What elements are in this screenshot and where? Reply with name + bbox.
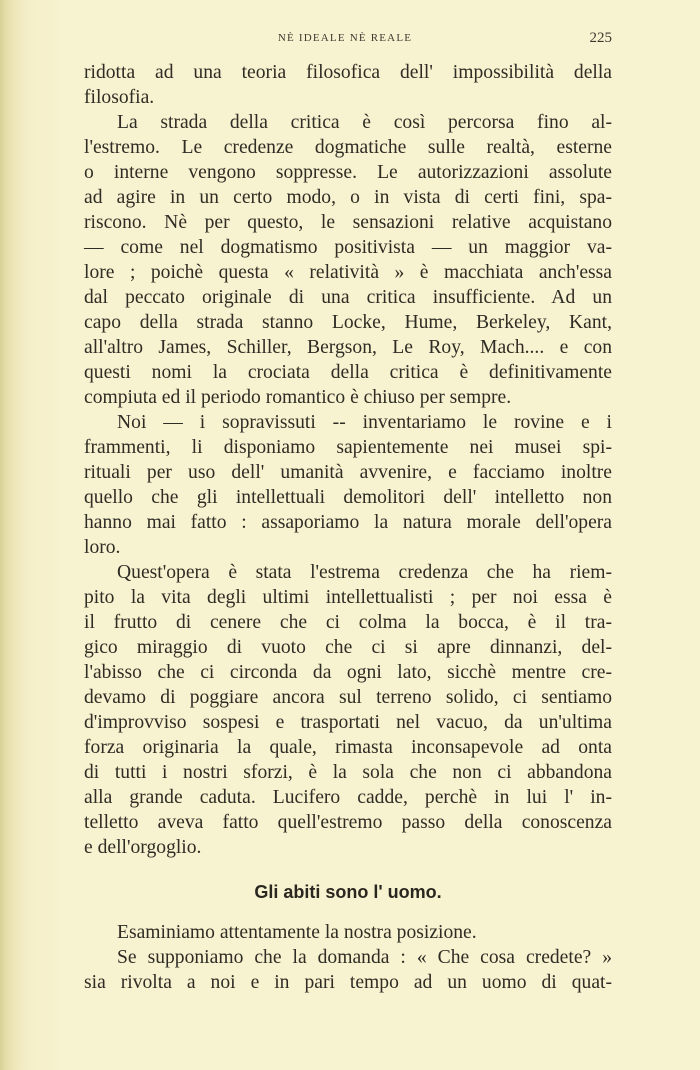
text-line: Noi — i sopravissuti -- inventariamo le rovine e i (117, 412, 612, 433)
text-line: Esaminiamo attentamente la nostra posizione. (117, 922, 477, 943)
text-line: Se supponiamo che la domanda : « Che cosa credete? » (117, 947, 612, 968)
paragraph (84, 410, 612, 560)
page-number: 225 (589, 30, 612, 46)
text-line: lore ; poichè questa « relatività » è macchiata anch'essa (84, 262, 612, 283)
text-line: ridotta ad una teoria filosofica dell' impossibilità della (84, 62, 612, 83)
text-line: forza originaria la quale, rimasta inconsapevole ad onta (84, 737, 612, 758)
paragraph (84, 920, 612, 945)
text-line: riscono. Nè per questo, le sensazioni relative acquistano (84, 212, 612, 233)
text-line: filosofia. (84, 87, 155, 108)
running-title: NÈ IDEALE NÈ REALE (277, 32, 413, 44)
text-line: questi nomi la crociata della critica è definitivamente (84, 362, 612, 383)
paragraph (84, 560, 612, 860)
text-line: ad agire in un certo modo, o in vista di certi fini, spa- (84, 187, 612, 208)
text-line: l'estremo. Le credenze dogmatiche sulle realtà, esterne (84, 137, 612, 158)
text-line: loro. (84, 537, 121, 558)
text-line: compiuta ed il periodo romantico è chiuso per sempre. (84, 387, 512, 408)
paragraph (84, 60, 612, 110)
text-line: all'altro James, Schiller, Bergson, Le Roy, Mach.... e con (84, 337, 612, 358)
text-line: capo della strada stanno Locke, Hume, Berkeley, Kant, (84, 312, 612, 333)
text-line: La strada della critica è così percorsa fino al- (117, 112, 612, 133)
text-line: telletto aveva fatto quell'estremo passo della conoscenza (84, 812, 612, 833)
text-line: — come nel dogmatismo positivista — un maggior va- (84, 237, 612, 258)
text-line: il frutto di cenere che ci colma la bocca, è il tra- (84, 612, 612, 633)
text-line: devamo di poggiare ancora sul terreno solido, ci sentiamo (84, 687, 612, 708)
text-line: rituali per uso dell' umanità avvenire, e facciamo inoltre (84, 462, 612, 483)
body-text (84, 60, 612, 995)
paragraph (84, 110, 612, 410)
text-line: Quest'opera è stata l'estrema credenza che ha riem- (117, 562, 612, 583)
text-line: sia rivolta a noi e in pari tempo ad un uomo di quat- (84, 972, 612, 993)
text-line: quello che gli intellettuali demolitori dell' intelletto non (84, 487, 612, 508)
section-heading: Gli abiti sono l' uomo. (254, 882, 442, 902)
text-line: l'abisso che ci circonda da ogni lato, sicchè mentre cre- (84, 662, 612, 683)
text-line: frammenti, li disponiamo sapientemente nei musei spi- (84, 437, 612, 458)
text-line: gico miraggio di vuoto che ci si apre dinnanzi, del- (84, 637, 612, 658)
text-line: alla grande caduta. Lucifero cadde, perchè in lui l' in- (84, 787, 612, 808)
text-line: di tutti i nostri sforzi, è la sola che non ci abbandona (84, 762, 612, 783)
text-line: d'improvviso sospesi e trasportati nel vacuo, da un'ultima (84, 712, 612, 733)
text-line: e dell'orgoglio. (84, 837, 202, 858)
text-line: pito la vita degli ultimi intellettualisti ; per noi essa è (84, 587, 612, 608)
running-head (78, 30, 612, 50)
text-line: dal peccato originale di una critica insufficiente. Ad un (84, 287, 612, 308)
text-line: o interne vengono soppresse. Le autorizzazioni assolute (84, 162, 612, 183)
text-line: hanno mai fatto : assaporiamo la natura morale dell'opera (84, 512, 612, 533)
paragraph (84, 945, 612, 995)
